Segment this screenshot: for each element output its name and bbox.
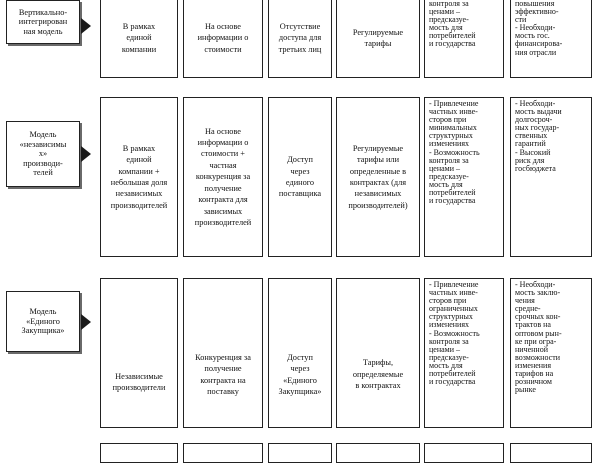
cell-advantages: контроля за ценами – предсказуе- мость для потребителей и государства [424,0,504,78]
arrow-right-icon [81,314,91,330]
arrow-right-icon [81,146,91,162]
arrow-right-icon [81,18,91,34]
cell-investment: В рамках единой компании + небольшая доля независимых производителей [100,97,178,257]
cell-tariffs: Регулируемые тарифы [336,0,420,78]
cell-next-row [183,443,263,463]
cell-investment: Независимые производители [100,278,178,428]
model-box-vertical: Вертикально- интегрирован ная модель [6,0,80,44]
cell-advantages: - Привлечение частных инве- сторов при ограниченных структурных изменениях - Возможность контроля за ценами – предсказуе- мость для потребителей и государства [424,278,504,428]
cell-next-row [268,443,332,463]
cell-access: Отсутствие доступа для третьих лиц [268,0,332,78]
cell-tariffs: Регулируемые тарифы или определенные в контрактах (для независимых производителей) [336,97,420,257]
cell-next-row [510,443,592,463]
cell-pricing: На основе информации о стоимости + частная конкуренция за получение контракта для зависимых производителей [183,97,263,257]
cell-advantages: - Привлечение частных инве- сторов при минимальных структурных изменениях - Возможность контроля за ценами – предсказуе- мость для потребителей и государства [424,97,504,257]
cell-disadvantages: - Необходи- мость заклю- чения средне- срочных кон- трактов на оптовом рын- ке при огра- ниченной возможности изменения тарифов на розничном рынке [510,278,592,428]
cell-disadvantages: повышения эффективно- сти - Необходи- мость гос. финансирова- ния отрасли [510,0,592,78]
cell-access: Доступ через единого поставщика [268,97,332,257]
cell-pricing: На основе информации о стоимости [183,0,263,78]
cell-tariffs: Тарифы, определяемые в контрактах [336,278,420,428]
cell-disadvantages: - Необходи- мость выдачи долгосроч- ных государ- ственных гарантий - Высокий риск для госбюджета [510,97,592,257]
model-box-independent: Модель «независимы х» производи- телей [6,121,80,187]
model-box-single-buyer: Модель «Единого Закупщика» [6,291,80,352]
cell-next-row [424,443,504,463]
cell-next-row [100,443,178,463]
cell-pricing: Конкуренция за получение контракта на поставку [183,278,263,428]
cell-access: Доступ через «Единого Закупщика» [268,278,332,428]
cell-investment: В рамках единой компании [100,0,178,78]
cell-next-row [336,443,420,463]
